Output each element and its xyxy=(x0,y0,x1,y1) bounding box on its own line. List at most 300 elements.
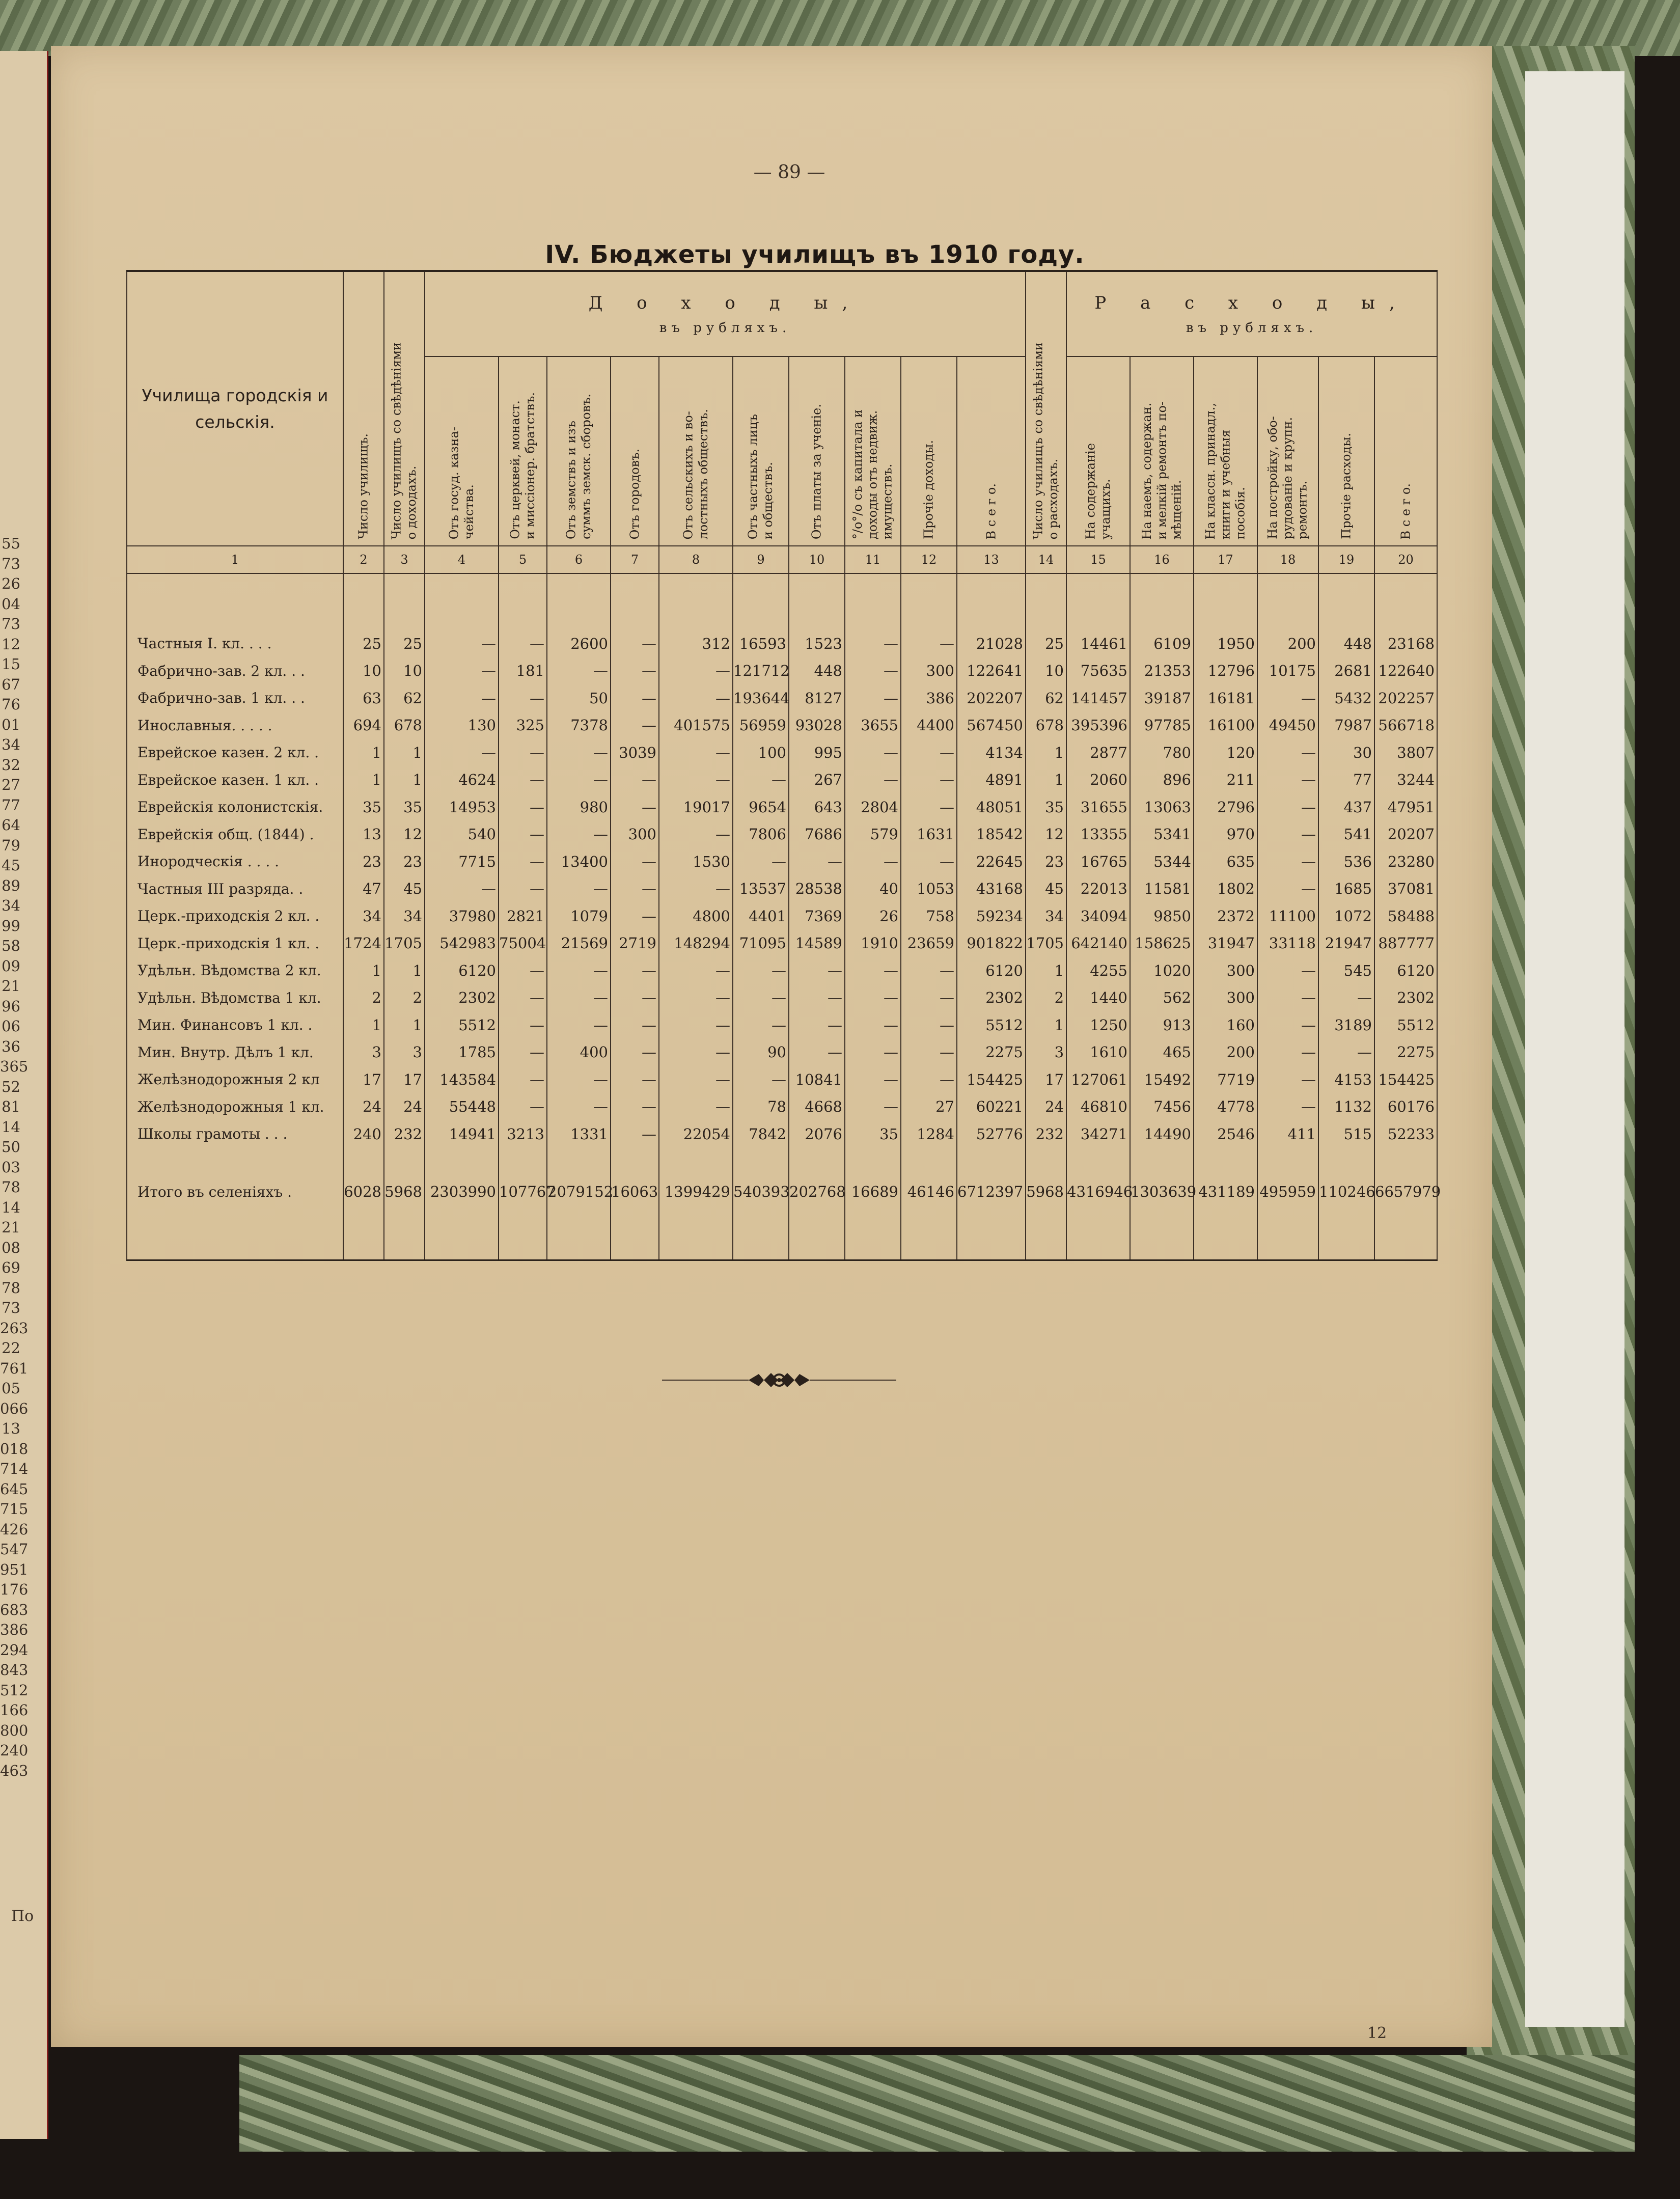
cell-value: — xyxy=(1257,684,1318,712)
cell-value: — xyxy=(733,1066,789,1093)
column-number: 6 xyxy=(547,546,611,573)
cell-value: 7987 xyxy=(1318,712,1374,739)
margin-number: 45 xyxy=(2,857,20,874)
col-header-11: °/о°/о съ капитала и доходы отъ недвиж. имуществъ. xyxy=(845,356,901,546)
cell-value: — xyxy=(1257,1011,1318,1039)
cell-value: — xyxy=(499,684,547,712)
cell-value: — xyxy=(611,902,659,930)
cell-value: 10175 xyxy=(1257,657,1318,685)
col-header-20: В с е г о. xyxy=(1374,356,1437,546)
column-number: 16 xyxy=(1130,546,1194,573)
margin-number: 04 xyxy=(2,595,20,613)
row-label: Фабрично-зав. 2 кл. . . xyxy=(127,657,343,685)
cell-value: — xyxy=(789,957,845,984)
row-label: Школы грамоты . . . xyxy=(127,1120,343,1148)
cell-value: 6109 xyxy=(1130,630,1194,657)
column-number: 20 xyxy=(1374,546,1437,573)
margin-number: 547 xyxy=(0,1541,29,1558)
cell-value: 13355 xyxy=(1066,821,1130,848)
cell-value: — xyxy=(845,984,901,1012)
column-number: 17 xyxy=(1194,546,1257,573)
margin-number: 73 xyxy=(2,1299,20,1316)
margin-number: 166 xyxy=(0,1701,29,1719)
cell-value: 411 xyxy=(1257,1120,1318,1148)
cell-value: — xyxy=(901,1011,957,1039)
cell-value: — xyxy=(659,684,733,712)
col-header-3: Число училищъ со свѣдѣніями о доходахъ. xyxy=(384,271,425,546)
margin-number: 426 xyxy=(0,1520,29,1538)
cell-value: — xyxy=(901,957,957,984)
cell-value: 643 xyxy=(789,793,845,821)
table-row xyxy=(127,1066,1437,1093)
cell-value: 127061 xyxy=(1066,1066,1130,1093)
cell-value: 12 xyxy=(1026,821,1066,848)
col-header-16: На наемъ, содержан. и мелкій ремонтъ по- мѣщеній. xyxy=(1130,356,1194,546)
cell-value: 566718 xyxy=(1374,712,1437,739)
ornament-divider-icon xyxy=(662,1370,896,1390)
cell-value: 107767 xyxy=(499,1175,547,1208)
margin-number: 64 xyxy=(2,816,20,834)
cell-value: 2303990 xyxy=(425,1175,499,1208)
cell-value: 7456 xyxy=(1130,1093,1194,1121)
cell-value: 34094 xyxy=(1066,902,1130,930)
col-header-9: Отъ частныхъ лицъ и обществъ. xyxy=(733,356,789,546)
col-header-12: Прочіе доходы. xyxy=(901,356,957,546)
cell-value: 21569 xyxy=(547,930,611,957)
cell-value: 1020 xyxy=(1130,957,1194,984)
cell-value: 24 xyxy=(384,1093,425,1121)
cell-value: 4778 xyxy=(1194,1093,1257,1121)
cell-value: 23 xyxy=(343,848,384,875)
cell-value: 14589 xyxy=(789,930,845,957)
cell-value: — xyxy=(901,1039,957,1066)
cell-value: 21028 xyxy=(957,630,1026,657)
cell-value: 52776 xyxy=(957,1120,1026,1148)
margin-number: 761 xyxy=(0,1359,29,1377)
column-number: 1 xyxy=(127,546,343,573)
cell-value: 13063 xyxy=(1130,793,1194,821)
cell-value: 25 xyxy=(1026,630,1066,657)
cell-value: 121712 xyxy=(733,657,789,685)
cell-value: 4668 xyxy=(789,1093,845,1121)
cell-value: 1303639 xyxy=(1130,1175,1194,1208)
cell-value: 4401 xyxy=(733,902,789,930)
cover-inner-paper xyxy=(1525,71,1624,2027)
cell-value: 635 xyxy=(1194,848,1257,875)
cell-value: 23659 xyxy=(901,930,957,957)
cell-value: — xyxy=(425,657,499,685)
cell-value: 148294 xyxy=(659,930,733,957)
cell-value: 1284 xyxy=(901,1120,957,1148)
margin-number: 240 xyxy=(0,1742,29,1759)
cell-value: — xyxy=(659,1039,733,1066)
cell-value: 16063 xyxy=(611,1175,659,1208)
cell-value: — xyxy=(547,766,611,794)
cell-value: — xyxy=(547,1011,611,1039)
margin-number: 066 xyxy=(0,1399,29,1417)
table-row xyxy=(127,957,1437,984)
cell-value: — xyxy=(425,684,499,712)
cell-value: 1705 xyxy=(1026,930,1066,957)
cell-value: 540 xyxy=(425,821,499,848)
row-label: Удѣльн. Вѣдомства 1 кл. xyxy=(127,984,343,1012)
cell-value: 545 xyxy=(1318,957,1374,984)
cell-value: — xyxy=(499,875,547,903)
column-number: 3 xyxy=(384,546,425,573)
table-row xyxy=(127,930,1437,957)
cell-value: 21353 xyxy=(1130,657,1194,685)
cell-value: — xyxy=(611,657,659,685)
cell-value: — xyxy=(1257,766,1318,794)
cell-value: 34 xyxy=(1026,902,1066,930)
cell-value: 31947 xyxy=(1194,930,1257,957)
cell-value: — xyxy=(611,875,659,903)
col-header-10: Отъ платы за ученіе. xyxy=(789,356,845,546)
cell-value: 5512 xyxy=(425,1011,499,1039)
cell-value: 3655 xyxy=(845,712,901,739)
table-row xyxy=(127,902,1437,930)
cell-value: 52233 xyxy=(1374,1120,1437,1148)
col-header-14: Число училищъ со свѣдѣніями о расходахъ. xyxy=(1026,271,1066,546)
cell-value: — xyxy=(1257,848,1318,875)
cell-value: 35 xyxy=(343,793,384,821)
cell-value: — xyxy=(499,766,547,794)
cell-value: — xyxy=(901,630,957,657)
cell-value: 3189 xyxy=(1318,1011,1374,1039)
cell-value: 3 xyxy=(1026,1039,1066,1066)
cell-value: — xyxy=(499,848,547,875)
cell-value: 431189 xyxy=(1194,1175,1257,1208)
cell-value: 232 xyxy=(384,1120,425,1148)
cell-value: — xyxy=(547,957,611,984)
cell-value: — xyxy=(1257,984,1318,1012)
cell-value: 46810 xyxy=(1066,1093,1130,1121)
cell-value: 1724 xyxy=(343,930,384,957)
spacer-row xyxy=(127,1148,1437,1175)
cell-value: 62 xyxy=(1026,684,1066,712)
margin-number: 09 xyxy=(2,957,20,975)
cell-value: — xyxy=(901,984,957,1012)
cell-value: — xyxy=(659,957,733,984)
cell-value: 143584 xyxy=(425,1066,499,1093)
margin-number: 21 xyxy=(2,1219,20,1236)
cell-value: 536 xyxy=(1318,848,1374,875)
cell-value: 1 xyxy=(343,1011,384,1039)
column-number: 4 xyxy=(425,546,499,573)
cell-value: 232 xyxy=(1026,1120,1066,1148)
cell-value: 23 xyxy=(1026,848,1066,875)
cell-value: 39187 xyxy=(1130,684,1194,712)
cell-value: 541 xyxy=(1318,821,1374,848)
cell-value: 300 xyxy=(611,821,659,848)
margin-number: 14 xyxy=(2,1198,20,1216)
cell-value: — xyxy=(425,875,499,903)
col-header-19: Прочіе расходы. xyxy=(1318,356,1374,546)
cell-value: 465 xyxy=(1130,1039,1194,1066)
total-row xyxy=(127,1175,1437,1208)
cell-value: 1 xyxy=(343,739,384,766)
column-number: 8 xyxy=(659,546,733,573)
cell-value: 678 xyxy=(1026,712,1066,739)
margin-number: 018 xyxy=(0,1440,29,1458)
page-title: IV. Бюджеты училищъ въ 1910 году. xyxy=(545,240,1085,269)
margin-number: 22 xyxy=(2,1339,20,1357)
cell-value: 2302 xyxy=(957,984,1026,1012)
cell-value: — xyxy=(845,766,901,794)
table-row xyxy=(127,630,1437,657)
cell-value: 1 xyxy=(343,957,384,984)
cell-value: 23 xyxy=(384,848,425,875)
cell-value: 90 xyxy=(733,1039,789,1066)
table-row xyxy=(127,684,1437,712)
cell-value: 300 xyxy=(901,657,957,685)
cell-value: 6120 xyxy=(1374,957,1437,984)
cell-value: — xyxy=(845,739,901,766)
cell-value: 7715 xyxy=(425,848,499,875)
column-number: 5 xyxy=(499,546,547,573)
row-label: Инородческія . . . . xyxy=(127,848,343,875)
cell-value: — xyxy=(901,766,957,794)
table-row xyxy=(127,875,1437,903)
cell-value: — xyxy=(659,1066,733,1093)
cell-value: 579 xyxy=(845,821,901,848)
cell-value: 3 xyxy=(384,1039,425,1066)
column-number: 19 xyxy=(1318,546,1374,573)
cell-value: 4134 xyxy=(957,739,1026,766)
cell-value: 11581 xyxy=(1130,875,1194,903)
cell-value: — xyxy=(547,1066,611,1093)
margin-number: 32 xyxy=(2,756,20,774)
cell-value: 11100 xyxy=(1257,902,1318,930)
cell-value: 12 xyxy=(384,821,425,848)
cell-value: 16765 xyxy=(1066,848,1130,875)
cell-value: 34 xyxy=(384,902,425,930)
margin-number: 69 xyxy=(2,1259,20,1276)
cell-value: 34271 xyxy=(1066,1120,1130,1148)
cell-value: 2372 xyxy=(1194,902,1257,930)
cell-value: 4891 xyxy=(957,766,1026,794)
previous-page-margin xyxy=(0,51,48,2139)
cell-value: 28538 xyxy=(789,875,845,903)
cell-value: 1 xyxy=(1026,1011,1066,1039)
margin-number: 03 xyxy=(2,1158,20,1176)
cell-value: 17 xyxy=(343,1066,384,1093)
cell-value: — xyxy=(845,684,901,712)
cell-value: 6657979 xyxy=(1374,1175,1437,1208)
cell-value: 1910 xyxy=(845,930,901,957)
cell-value: — xyxy=(611,712,659,739)
table-row xyxy=(127,821,1437,848)
column-number: 14 xyxy=(1026,546,1066,573)
cell-value: 16100 xyxy=(1194,712,1257,739)
table-row xyxy=(127,1120,1437,1148)
cell-value: — xyxy=(611,1039,659,1066)
cell-value: 1610 xyxy=(1066,1039,1130,1066)
cell-value: 1785 xyxy=(425,1039,499,1066)
cell-value: 55448 xyxy=(425,1093,499,1121)
margin-number: 76 xyxy=(2,696,20,713)
cell-value: 71095 xyxy=(733,930,789,957)
cell-value: 158625 xyxy=(1130,930,1194,957)
cell-value: 22054 xyxy=(659,1120,733,1148)
cell-value: 448 xyxy=(789,657,845,685)
cell-value: 970 xyxy=(1194,821,1257,848)
row-label: Желѣзнодорожныя 1 кл. xyxy=(127,1093,343,1121)
previous-page-fragment: По xyxy=(11,1907,34,1925)
cell-value: 3244 xyxy=(1374,766,1437,794)
cell-value: — xyxy=(547,875,611,903)
column-number: 10 xyxy=(789,546,845,573)
table-row xyxy=(127,1093,1437,1121)
margin-number: 21 xyxy=(2,977,20,995)
cell-value: 2681 xyxy=(1318,657,1374,685)
cell-value: 2076 xyxy=(789,1120,845,1148)
row-label: Церк.-приходскія 1 кл. . xyxy=(127,930,343,957)
cell-value: 562 xyxy=(1130,984,1194,1012)
page-number: — 89 — xyxy=(753,162,825,183)
cell-value: 200 xyxy=(1257,630,1318,657)
cell-value: 141457 xyxy=(1066,684,1130,712)
cell-value: 1331 xyxy=(547,1120,611,1148)
cell-value: — xyxy=(845,657,901,685)
cell-value: 567450 xyxy=(957,712,1026,739)
cell-value: — xyxy=(1318,984,1374,1012)
cell-value: 56959 xyxy=(733,712,789,739)
cell-value: 1250 xyxy=(1066,1011,1130,1039)
cell-value: 5512 xyxy=(1374,1011,1437,1039)
cell-value: 75635 xyxy=(1066,657,1130,685)
cell-value: 181 xyxy=(499,657,547,685)
table-row xyxy=(127,766,1437,794)
cell-value: 47951 xyxy=(1374,793,1437,821)
cell-value: 1 xyxy=(343,766,384,794)
cell-value: 1685 xyxy=(1318,875,1374,903)
cell-value: 37081 xyxy=(1374,875,1437,903)
cell-value: 60176 xyxy=(1374,1093,1437,1121)
cell-value: 4400 xyxy=(901,712,957,739)
cell-value: 1053 xyxy=(901,875,957,903)
col-header-4: Отъ госуд. казна- чейства. xyxy=(425,356,499,546)
row-label: Еврейскія общ. (1844) . xyxy=(127,821,343,848)
cell-value: 901822 xyxy=(957,930,1026,957)
cell-value: 50 xyxy=(547,684,611,712)
cell-value: 10841 xyxy=(789,1066,845,1093)
cell-value: 60221 xyxy=(957,1093,1026,1121)
cell-value: 5968 xyxy=(1026,1175,1066,1208)
cell-value: 1530 xyxy=(659,848,733,875)
cell-value: — xyxy=(611,984,659,1012)
cell-value: 26 xyxy=(845,902,901,930)
cell-value: 22013 xyxy=(1066,875,1130,903)
cell-value: — xyxy=(901,848,957,875)
cell-value: 120 xyxy=(1194,739,1257,766)
cell-value: 5432 xyxy=(1318,684,1374,712)
cell-value: 202768 xyxy=(789,1175,845,1208)
column-number: 7 xyxy=(611,546,659,573)
cell-value: 16181 xyxy=(1194,684,1257,712)
margin-number: 89 xyxy=(2,876,20,894)
cell-value: 240 xyxy=(343,1120,384,1148)
cell-value: — xyxy=(611,848,659,875)
margin-number: 34 xyxy=(2,897,20,914)
margin-number: 463 xyxy=(0,1762,29,1779)
cell-value: — xyxy=(499,1093,547,1121)
corner-number: 12 xyxy=(1367,2024,1387,2042)
cell-value: 7842 xyxy=(733,1120,789,1148)
row-label: Частныя I. кл. . . . xyxy=(127,630,343,657)
cell-value: 122640 xyxy=(1374,657,1437,685)
col-header-5: Отъ церквей, монаст. и миссіонер. братствъ. xyxy=(499,356,547,546)
cell-value: — xyxy=(611,1066,659,1093)
cell-value: 46146 xyxy=(901,1175,957,1208)
cell-value: 3 xyxy=(343,1039,384,1066)
margin-number: 176 xyxy=(0,1581,29,1598)
cell-value: 780 xyxy=(1130,739,1194,766)
cell-value: 694 xyxy=(343,712,384,739)
cell-value: 7686 xyxy=(789,821,845,848)
cell-value: 2060 xyxy=(1066,766,1130,794)
margin-number: 67 xyxy=(2,675,20,693)
cell-value: 2804 xyxy=(845,793,901,821)
cell-value: 2 xyxy=(384,984,425,1012)
cell-value: — xyxy=(659,875,733,903)
cell-value: — xyxy=(1257,1093,1318,1121)
cell-value: — xyxy=(733,766,789,794)
cell-value: 62 xyxy=(384,684,425,712)
cell-value: 100 xyxy=(733,739,789,766)
cell-value: 2 xyxy=(1026,984,1066,1012)
cell-value: 130 xyxy=(425,712,499,739)
row-label: Еврейское казен. 1 кл. . xyxy=(127,766,343,794)
table-row xyxy=(127,1039,1437,1066)
cell-value: — xyxy=(547,739,611,766)
cell-value: — xyxy=(611,684,659,712)
column-number: 15 xyxy=(1066,546,1130,573)
col-header-15: На содержаніе учащихъ. xyxy=(1066,356,1130,546)
cell-value: 58488 xyxy=(1374,902,1437,930)
cell-value: — xyxy=(659,821,733,848)
cell-value: 122641 xyxy=(957,657,1026,685)
cell-value: 1 xyxy=(384,957,425,984)
cell-value: 495959 xyxy=(1257,1175,1318,1208)
margin-number: 36 xyxy=(2,1037,20,1055)
cell-value: 4153 xyxy=(1318,1066,1374,1093)
cell-value: 1523 xyxy=(789,630,845,657)
cell-value: 1072 xyxy=(1318,902,1374,930)
cell-value: 24 xyxy=(343,1093,384,1121)
col-header-6: Отъ земствъ и изъ суммъ земск. сборовъ. xyxy=(547,356,611,546)
cell-value: 45 xyxy=(384,875,425,903)
cell-value: 10 xyxy=(343,657,384,685)
cell-value: — xyxy=(733,984,789,1012)
cell-value: — xyxy=(789,1011,845,1039)
cell-value: — xyxy=(499,1066,547,1093)
cell-value: 642140 xyxy=(1066,930,1130,957)
cell-value: 8127 xyxy=(789,684,845,712)
cell-value: — xyxy=(659,766,733,794)
cell-value: — xyxy=(425,739,499,766)
margin-number: 13 xyxy=(2,1420,20,1437)
cell-value: 6028 xyxy=(343,1175,384,1208)
cell-value: 437 xyxy=(1318,793,1374,821)
margin-number: 78 xyxy=(2,1279,20,1297)
cell-value: 300 xyxy=(1194,984,1257,1012)
cell-value: 14941 xyxy=(425,1120,499,1148)
cell-value: 12796 xyxy=(1194,657,1257,685)
cell-value: 678 xyxy=(384,712,425,739)
cell-value: 1 xyxy=(1026,957,1066,984)
margin-number: 715 xyxy=(0,1500,29,1518)
